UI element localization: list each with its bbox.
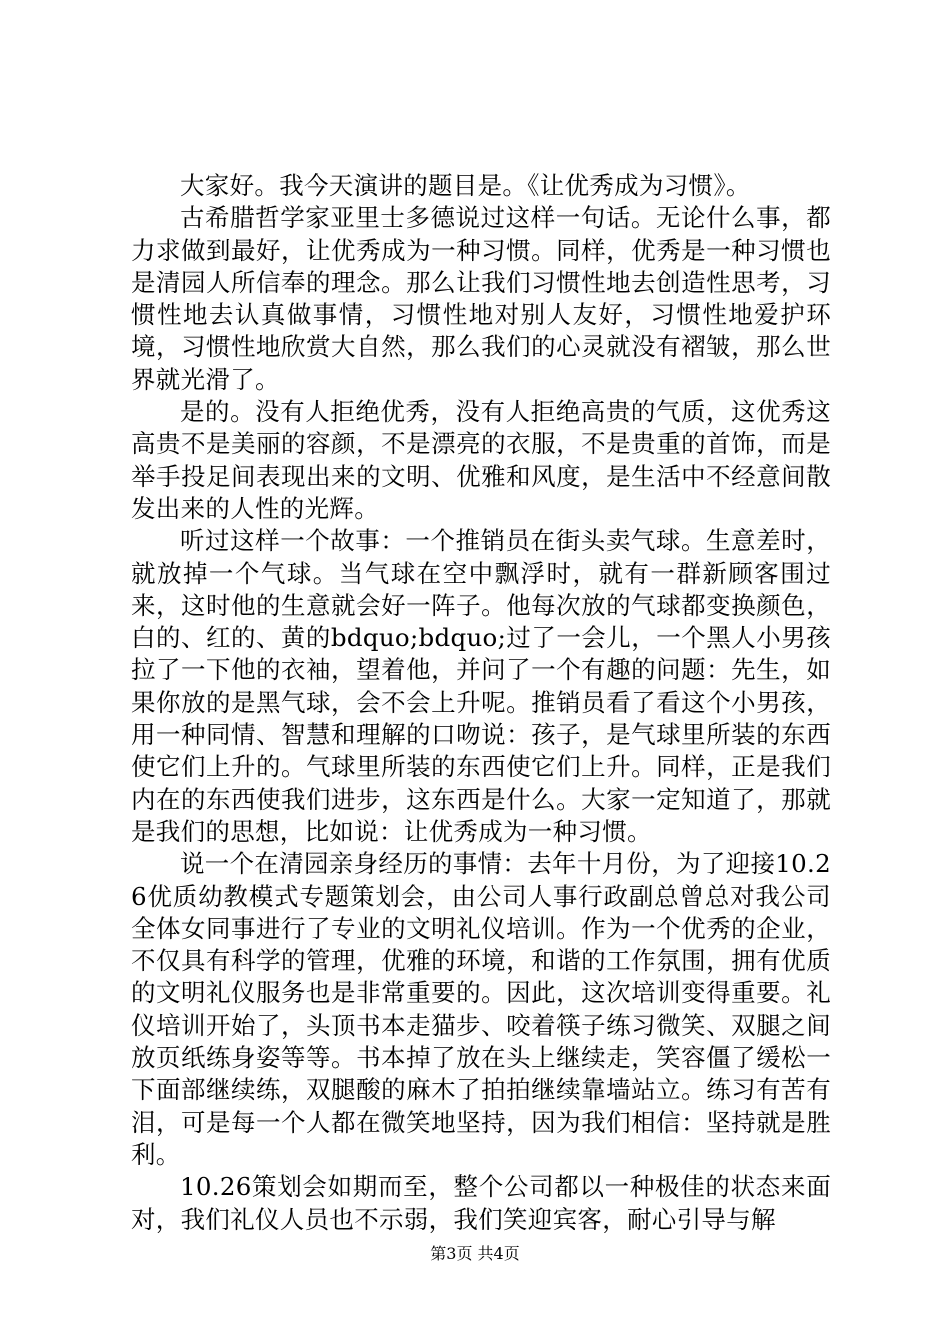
paragraph-greeting: 大家好。我今天演讲的题目是。《让优秀成为习惯》。 bbox=[180, 171, 751, 200]
page-number-footer: 第3页 共4页 bbox=[430, 1244, 520, 1263]
paragraph-etiquette-training: 说一个在清园亲身经历的事情：去年十月份，为了迎接10.26优质幼教模式专题策划会，由公司人事行政副总曾总对我公司全体女同事进行了专业的文明礼仪培训。作为一个优秀的企业，不仅具有科学的管理，优雅的环境，和谐的工作氛围，拥有优质的文明礼仪服务也是非常重要的。因此，这次培训变得重要。礼仪培训开始了，头顶书本走猫步、咬着筷子练习微笑、双腿之间放页纸练身姿等等。书本掉了放在头上继续走，笑容僵了缓松一下面部继续练，双腿酸的麻木了拍拍继续靠墙站立。练习有苦有泪，可是每一个人都在微笑地坚持，因为我们相信：坚持就是胜利。 bbox=[131, 849, 831, 1169]
paragraph-elegance: 是的。没有人拒绝优秀，没有人拒绝高贵的气质，这优秀这高贵不是美丽的容颜，不是漂亮的衣服，不是贵重的首饰，而是举手投足间表现出来的文明、优雅和风度，是生活中不经意间散发出来的人性的光辉。 bbox=[131, 397, 831, 523]
paragraph-planning-meeting: 10.26策划会如期而至，整个公司都以一种极佳的状态来面对，我们礼仪人员也不示弱，我们笑迎宾客，耐心引导与解 bbox=[131, 1172, 831, 1234]
paragraph-balloon-story: 听过这样一个故事：一个推销员在街头卖气球。生意差时，就放掉一个气球。当气球在空中飘浮时，就有一群新顾客围过来，这时他的生意就会好一阵子。他每次放的气球都变换颜色，白的、红的、黄的bdquo;bdquo;过了一会儿，一个黑人小男孩拉了一下他的衣袖，望着他，并问了一个有趣的问题：先生，如果你放的是黑气球，会不会上升呢。推销员看了看这个小男孩，用一种同情、智慧和理解的口吻说：孩子，是气球里所装的东西使它们上升的。气球里所装的东西使它们上升。同样，正是我们内在的东西使我们进步，这东西是什么。大家一定知道了，那就是我们的思想，比如说：让优秀成为一种习惯。 bbox=[131, 526, 831, 846]
document-body bbox=[131, 170, 831, 1236]
paragraph-aristotle-quote: 古希腊哲学家亚里士多德说过这样一句话。无论什么事，都力求做到最好，让优秀成为一种习惯。同样，优秀是一种习惯也是清园人所信奉的理念。那么让我们习惯性地去创造性思考，习惯性地去认真做事情，习惯性地对别人友好，习惯性地爱护环境，习惯性地欣赏大自然，那么我们的心灵就没有褶皱，那么世界就光滑了。 bbox=[131, 203, 831, 394]
